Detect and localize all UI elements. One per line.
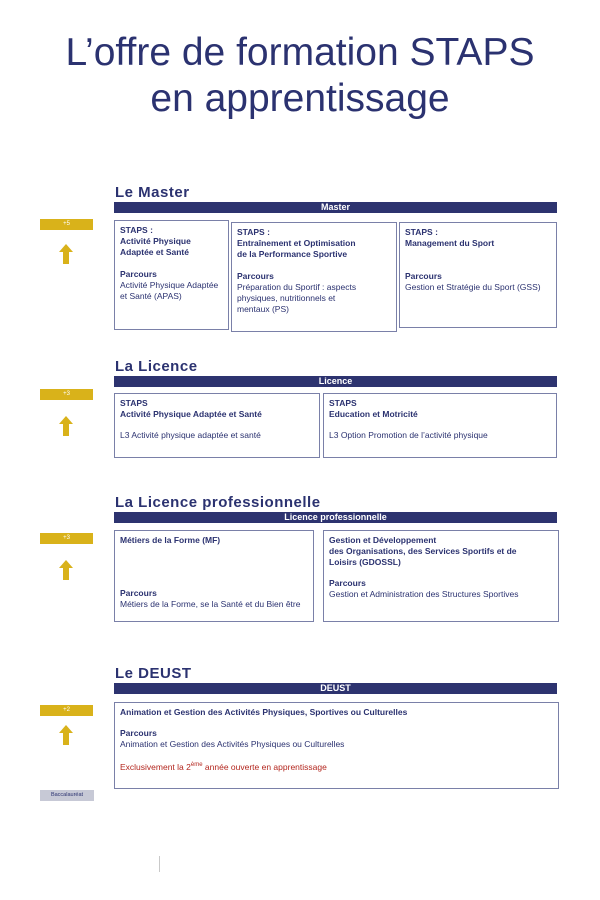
note-superscript: ème [190, 762, 203, 768]
box-heading: Animation et Gestion des Activités Physiques, Sportives ou Culturelles [120, 707, 408, 717]
lpro-box-mf [114, 530, 314, 622]
box-heading: STAPS : [405, 227, 438, 237]
level-badge-licence-pro: +3 [40, 533, 93, 544]
parcours-text: L3 Option Promotion de l’activité physique [329, 430, 488, 440]
bar-deust: DEUST [114, 683, 557, 694]
bar-master: Master [114, 202, 557, 213]
divider [159, 856, 160, 872]
box-heading: Activité Physique Adaptée et Santé [120, 409, 262, 419]
page-title [0, 30, 600, 122]
baccalaureat-badge: Baccalauréat [40, 790, 94, 801]
licence-box-education [323, 393, 557, 458]
box-heading: Loisirs (GDOSSL) [329, 557, 401, 567]
title-line-1: L’offre de formation STAPS [65, 31, 535, 74]
box-heading: des Organisations, des Services Sportifs et de [329, 546, 517, 556]
master-box-eops [231, 222, 397, 332]
note-text: année ouverte en apprentissage [202, 761, 327, 772]
parcours-text: physiques, nutritionnels et [237, 293, 336, 303]
up-arrow-icon [59, 725, 73, 745]
section-title-licence: La Licence [115, 358, 198, 375]
section-title-deust: Le DEUST [115, 665, 192, 682]
box-heading: Activité Physique [120, 236, 191, 246]
parcours-text: Activité Physique Adaptée [120, 280, 219, 290]
parcours-label: Parcours [120, 269, 157, 279]
parcours-label: Parcours [120, 728, 157, 738]
parcours-label: Parcours [329, 578, 366, 588]
level-badge-deust: +2 [40, 705, 93, 716]
parcours-text: Métiers de la Forme, se la Santé et du Bien être [120, 599, 301, 609]
section-title-master: Le Master [115, 184, 190, 201]
up-arrow-icon [59, 244, 73, 264]
box-heading: Management du Sport [405, 238, 495, 248]
master-box-apas [114, 220, 229, 330]
deust-box [114, 702, 559, 789]
up-arrow-icon [59, 416, 73, 436]
parcours-label: Parcours [405, 271, 442, 281]
level-badge-licence: +3 [40, 389, 93, 400]
bar-licence: Licence [114, 376, 557, 387]
box-heading: Métiers de la Forme (MF) [120, 535, 221, 545]
master-box-management [399, 222, 557, 328]
box-heading: STAPS : [237, 227, 270, 237]
box-heading: de la Performance Sportive [237, 249, 348, 259]
parcours-label: Parcours [237, 271, 274, 281]
note-text: Exclusivement la 2 [120, 761, 191, 772]
box-heading: Entraînement et Optimisation [237, 238, 356, 248]
lpro-box-gdossl [323, 530, 559, 622]
level-badge-master: +5 [40, 219, 93, 230]
box-heading: STAPS [120, 398, 148, 408]
licence-box-apas [114, 393, 320, 458]
parcours-label: Parcours [120, 588, 157, 598]
parcours-text: Gestion et Stratégie du Sport (GSS) [405, 282, 541, 292]
parcours-text: Préparation du Sportif : aspects [237, 282, 357, 292]
box-heading: Gestion et Développement [329, 535, 437, 545]
parcours-text: L3 Activité physique adaptée et santé [120, 430, 261, 440]
parcours-text: Animation et Gestion des Activités Physiques ou Culturelles [120, 739, 345, 749]
box-heading: STAPS [329, 398, 357, 408]
parcours-text: mentaux (PS) [237, 304, 289, 314]
box-heading: Adaptée et Santé [120, 247, 189, 257]
parcours-text: et Santé (APAS) [120, 291, 182, 301]
apprenticeship-note [120, 760, 553, 773]
box-heading: STAPS : [120, 225, 153, 235]
box-heading: Education et Motricité [329, 409, 418, 419]
section-title-licence-pro: La Licence professionnelle [115, 494, 321, 511]
parcours-text: Gestion et Administration des Structures Sportives [329, 589, 519, 599]
bar-licence-pro: Licence professionnelle [114, 512, 557, 523]
up-arrow-icon [59, 560, 73, 580]
title-line-2: en apprentissage [150, 77, 450, 120]
